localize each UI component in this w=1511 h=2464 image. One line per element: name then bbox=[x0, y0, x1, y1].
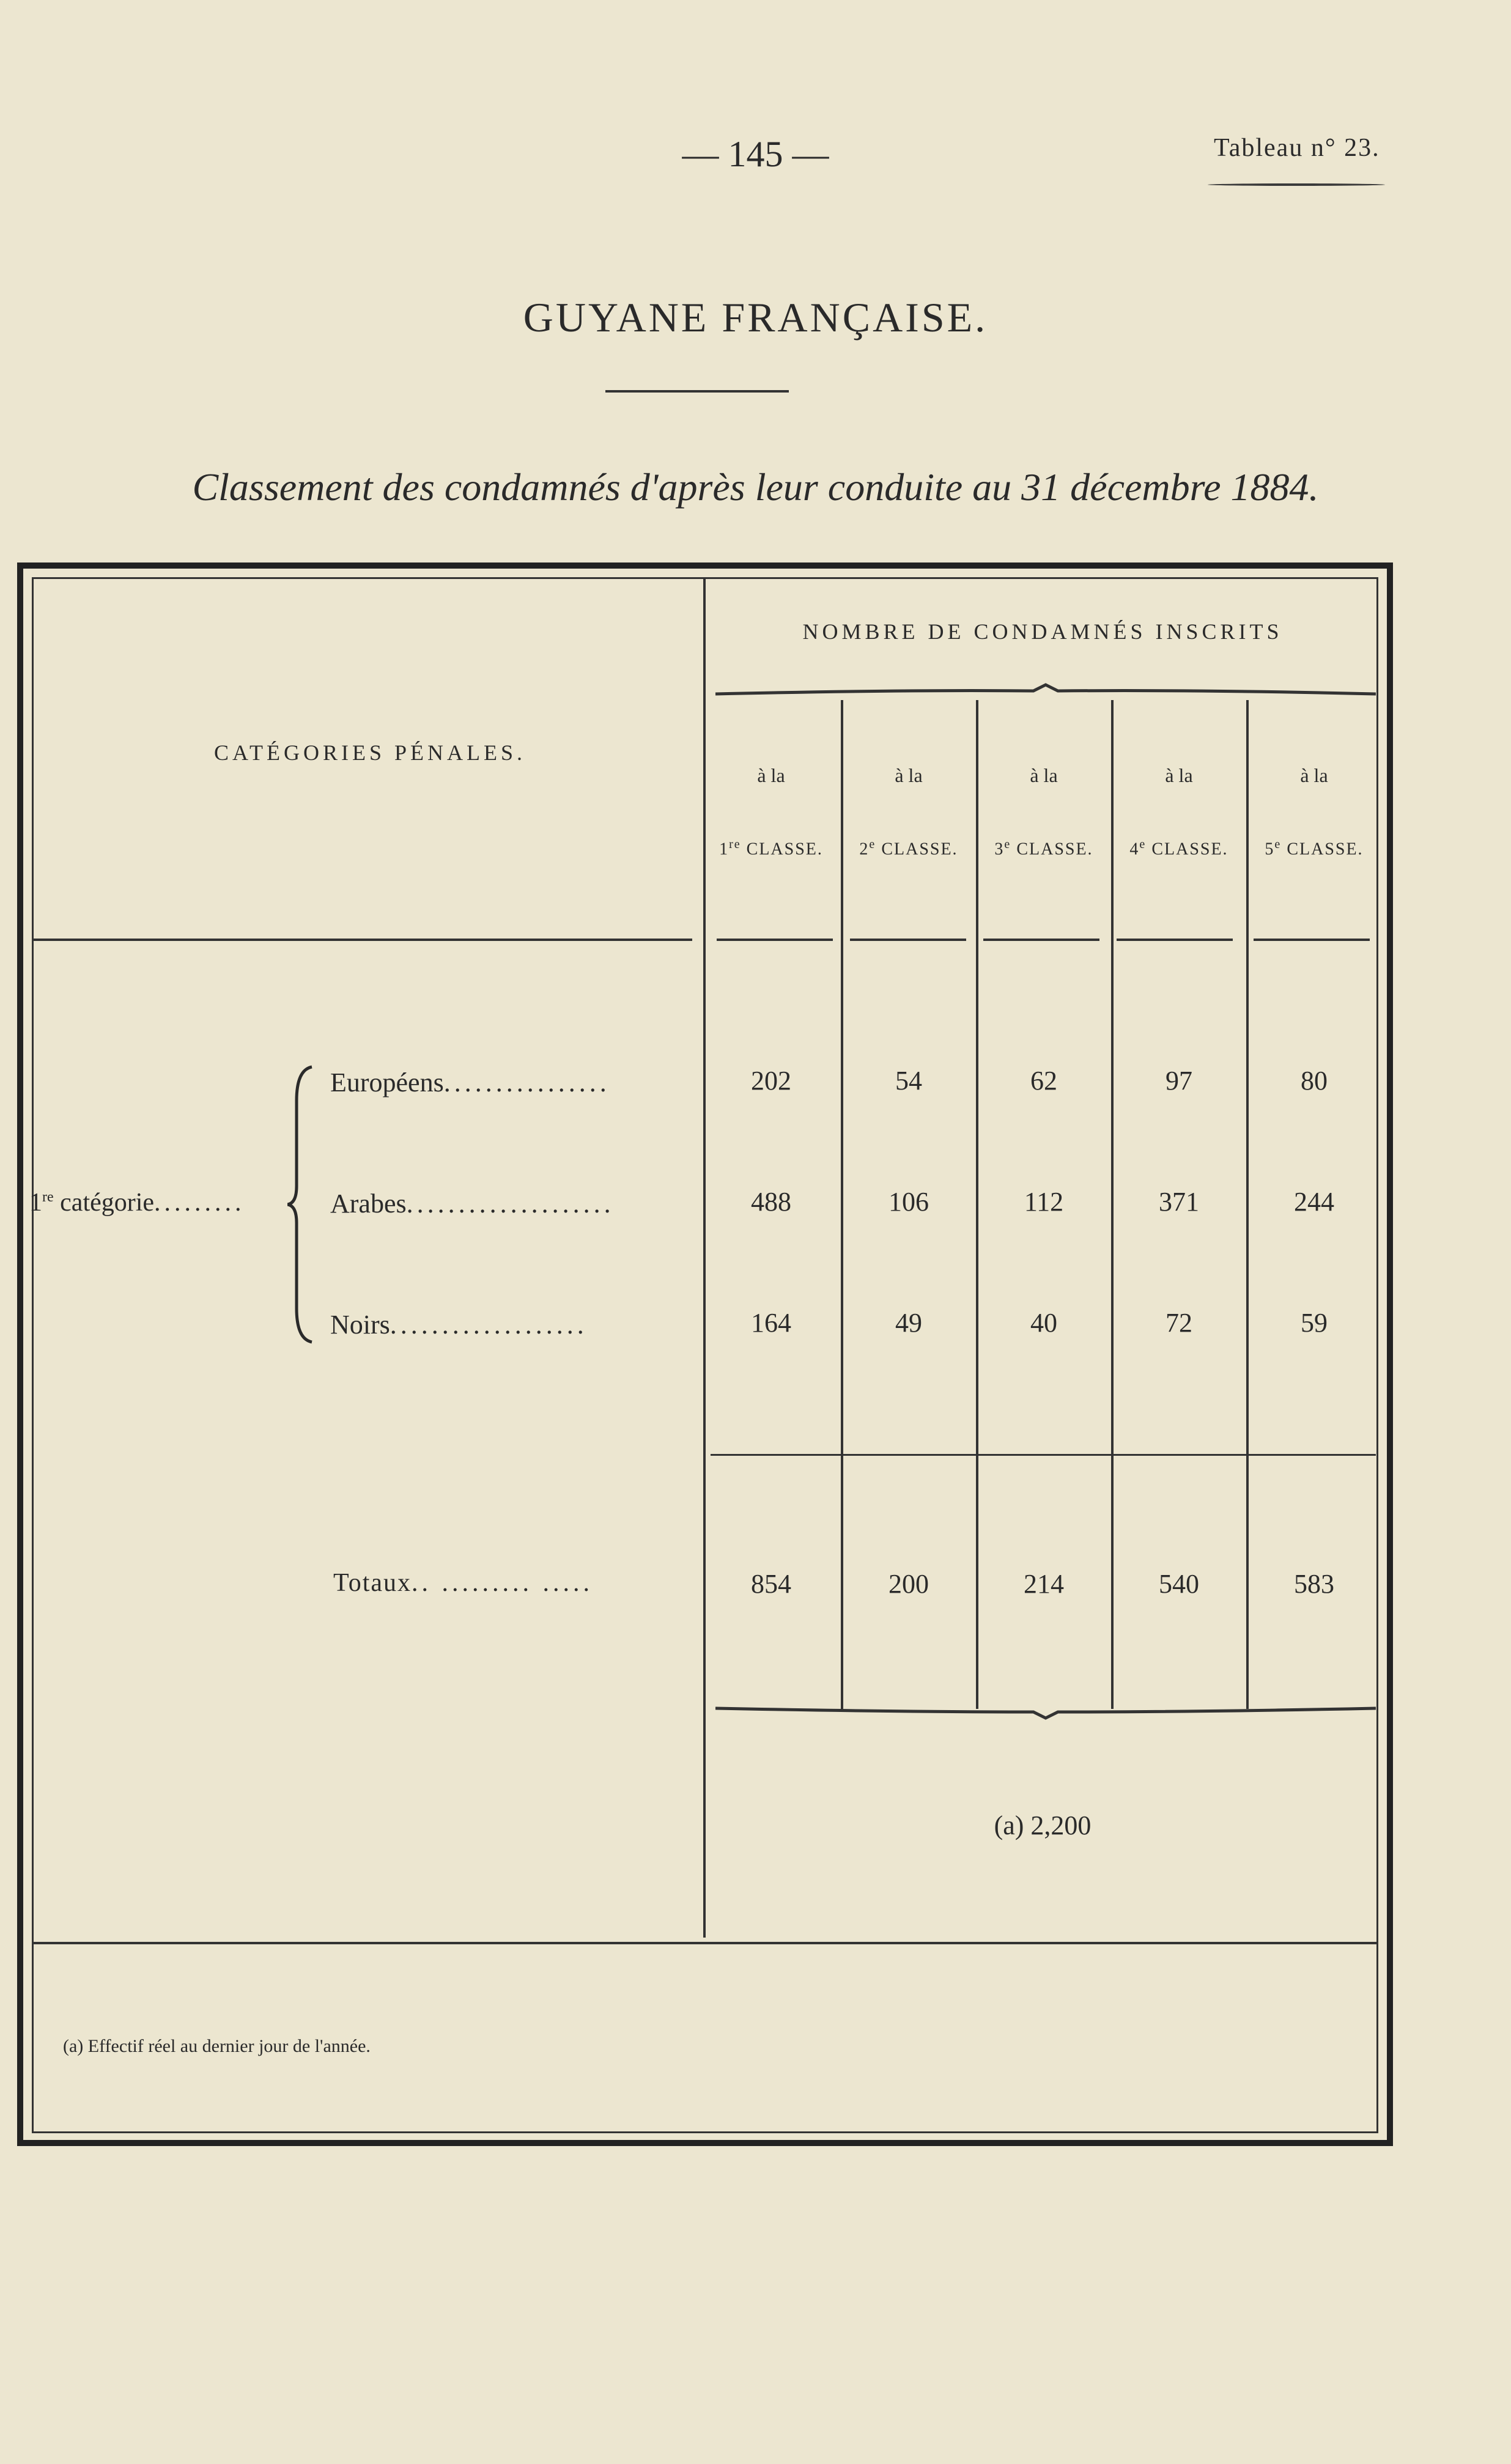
totals-separator bbox=[711, 1454, 1376, 1456]
cell: 371 bbox=[1159, 1187, 1199, 1217]
col-1-prefix: à la bbox=[757, 764, 785, 786]
total-cell: 854 bbox=[751, 1569, 791, 1599]
col-3-prefix: à la bbox=[1030, 764, 1058, 786]
row-label-arabes: Arabes.................... bbox=[330, 1189, 615, 1219]
cell: 72 bbox=[1166, 1308, 1192, 1338]
cell: 244 bbox=[1294, 1187, 1334, 1217]
total-cell: 540 bbox=[1159, 1569, 1199, 1599]
cell: 49 bbox=[895, 1308, 922, 1338]
cell: 80 bbox=[1301, 1066, 1328, 1096]
header-nombre-condamnes: NOMBRE DE CONDAMNÉS INSCRITS bbox=[802, 619, 1283, 644]
header-bottom-rule bbox=[32, 939, 692, 941]
col-5-prefix: à la bbox=[1300, 764, 1328, 786]
col-3-classe: 3e CLASSE. bbox=[994, 838, 1093, 859]
colony-title: GUYANE FRANÇAISE. bbox=[523, 294, 988, 341]
cell: 202 bbox=[751, 1066, 791, 1096]
total-cell: 200 bbox=[888, 1569, 929, 1599]
total-cell: 583 bbox=[1294, 1569, 1334, 1599]
header-categories-penales: CATÉGORIES PÉNALES. bbox=[213, 740, 526, 765]
cell: 488 bbox=[751, 1187, 791, 1217]
row-label-noirs: Noirs................... bbox=[330, 1310, 588, 1340]
category-label: 1re catégorie......... bbox=[29, 1189, 245, 1217]
col-2-prefix: à la bbox=[895, 764, 923, 786]
title-rule bbox=[605, 390, 789, 393]
header-brace bbox=[715, 679, 1376, 703]
col-1-classe: 1re CLASSE. bbox=[719, 838, 823, 859]
tableau-reference: Tableau n° 23. bbox=[1214, 134, 1380, 162]
table-subtitle: Classement des condamnés d'après leur conduite au 31 décembre 1884. bbox=[192, 465, 1319, 509]
totals-label: Totaux.. ......... ..... bbox=[333, 1569, 594, 1597]
cell: 40 bbox=[1030, 1308, 1057, 1338]
col-4-classe: 4e CLASSE. bbox=[1129, 838, 1228, 859]
footer-rule bbox=[32, 1942, 1378, 1944]
cell: 97 bbox=[1166, 1066, 1192, 1096]
col-2-classe: 2e CLASSE. bbox=[859, 838, 958, 859]
page-number: — 145 — bbox=[682, 134, 829, 174]
totals-brace bbox=[715, 1700, 1376, 1724]
grand-total: (a) 2,200 bbox=[994, 1810, 1092, 1840]
footnote: (a) Effectif réel au dernier jour de l'année. bbox=[63, 2036, 371, 2056]
tableau-underline bbox=[1208, 183, 1385, 186]
category-brace bbox=[287, 1064, 324, 1345]
cell: 164 bbox=[751, 1308, 791, 1338]
row-label-europeens: Européens................ bbox=[330, 1068, 610, 1097]
cell: 59 bbox=[1301, 1308, 1328, 1338]
cell: 106 bbox=[888, 1187, 929, 1217]
col-4-prefix: à la bbox=[1165, 764, 1193, 786]
cell: 62 bbox=[1030, 1066, 1057, 1096]
cell: 112 bbox=[1024, 1187, 1064, 1217]
total-cell: 214 bbox=[1024, 1569, 1064, 1599]
col-5-classe: 5e CLASSE. bbox=[1265, 838, 1364, 859]
cell: 54 bbox=[895, 1066, 922, 1096]
